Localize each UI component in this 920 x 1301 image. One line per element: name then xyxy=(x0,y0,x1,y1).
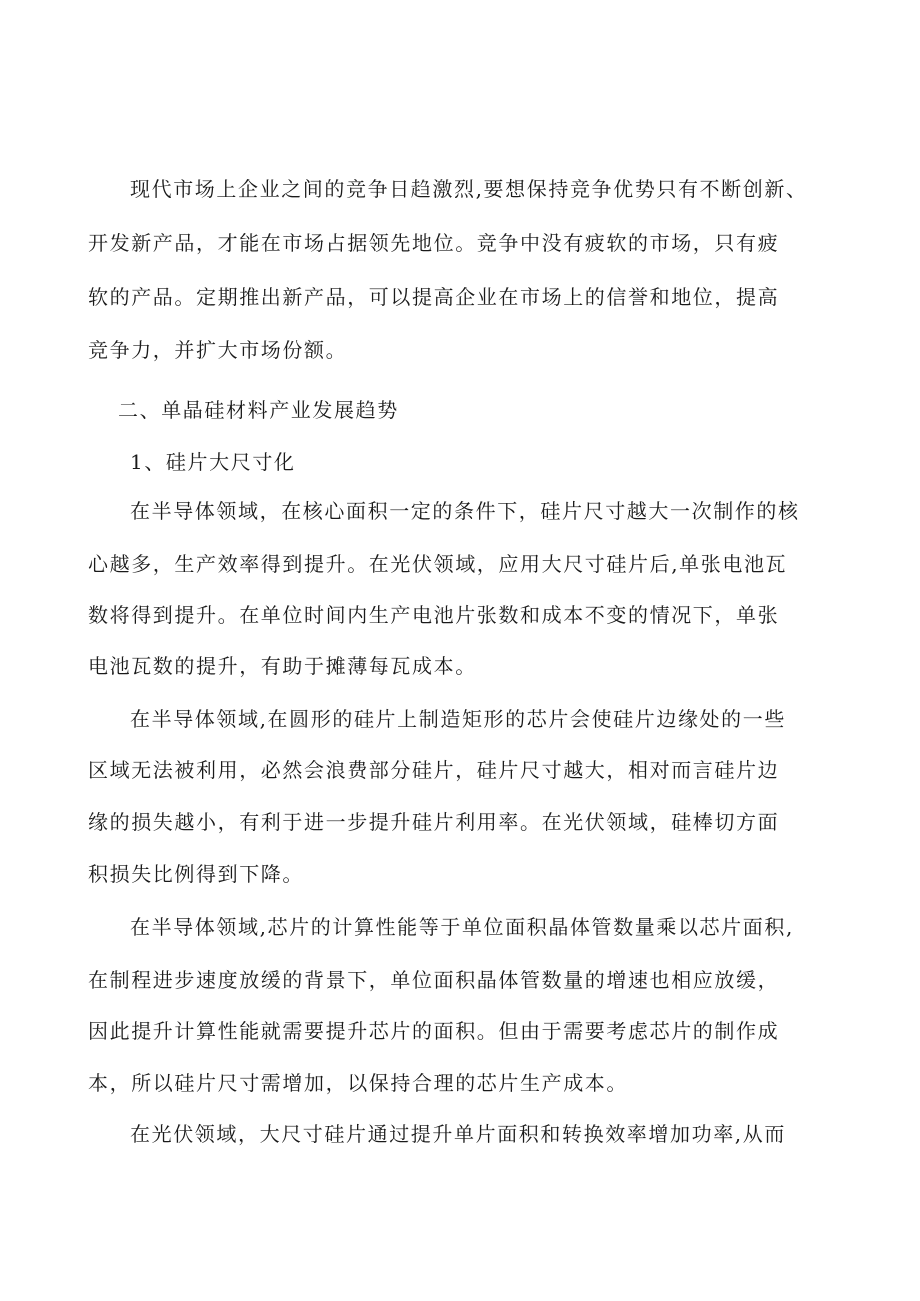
paragraph-line: 心越多，生产效率得到提升。在光伏领域，应用大尺寸硅片后,单张电池瓦 xyxy=(88,552,788,576)
paragraph-line: 在半导体领域,芯片的计算性能等于单位面积晶体管数量乘以芯片面积, xyxy=(130,915,794,939)
paragraph-line: 软的产品。定期推出新产品，可以提高企业在市场上的信誉和地位，提高 xyxy=(88,285,780,309)
paragraph-line: 在光伏领域，大尺寸硅片通过提升单片面积和转换效率增加功率,从而 xyxy=(130,1122,786,1146)
sub-heading: 1、硅片大尺寸化 xyxy=(130,450,296,474)
paragraph-line: 在半导体领域，在核心面积一定的条件下，硅片尺寸越大一次制作的核 xyxy=(130,499,800,523)
section-heading: 二、单晶硅材料产业发展趋势 xyxy=(118,398,399,422)
paragraph-line: 开发新产品，才能在市场占据领先地位。竞争中没有疲软的市场，只有疲 xyxy=(88,231,780,255)
paragraph-line: 区域无法被利用，必然会浪费部分硅片，硅片尺寸越大，相对而言硅片边 xyxy=(88,758,780,782)
paragraph-line: 电池瓦数的提升，有助于摊薄每瓦成本。 xyxy=(88,654,477,678)
paragraph-line: 在半导体领域,在圆形的硅片上制造矩形的芯片会使硅片边缘处的一些 xyxy=(130,707,786,731)
paragraph-line: 数将得到提升。在单位时间内生产电池片张数和成本不变的情况下，单张 xyxy=(88,603,780,627)
paragraph-line: 积损失比例得到下降。 xyxy=(88,862,304,886)
paragraph-line: 因此提升计算性能就需要提升芯片的面积。但由于需要考虑芯片的制作成 xyxy=(88,1019,780,1043)
paragraph-line: 缘的损失越小，有利于进一步提升硅片利用率。在光伏领域，硅棒切方面 xyxy=(88,810,780,834)
paragraph-line: 竞争力，并扩大市场份额。 xyxy=(88,338,348,362)
paragraph-line: 现代市场上企业之间的竞争日趋激烈,要想保持竞争优势只有不断创新、 xyxy=(130,177,808,201)
paragraph-line: 本，所以硅片尺寸需增加，以保持合理的芯片生产成本。 xyxy=(88,1071,628,1095)
paragraph-line: 在制程进步速度放缓的背景下，单位面积晶体管数量的增速也相应放缓， xyxy=(88,968,780,992)
